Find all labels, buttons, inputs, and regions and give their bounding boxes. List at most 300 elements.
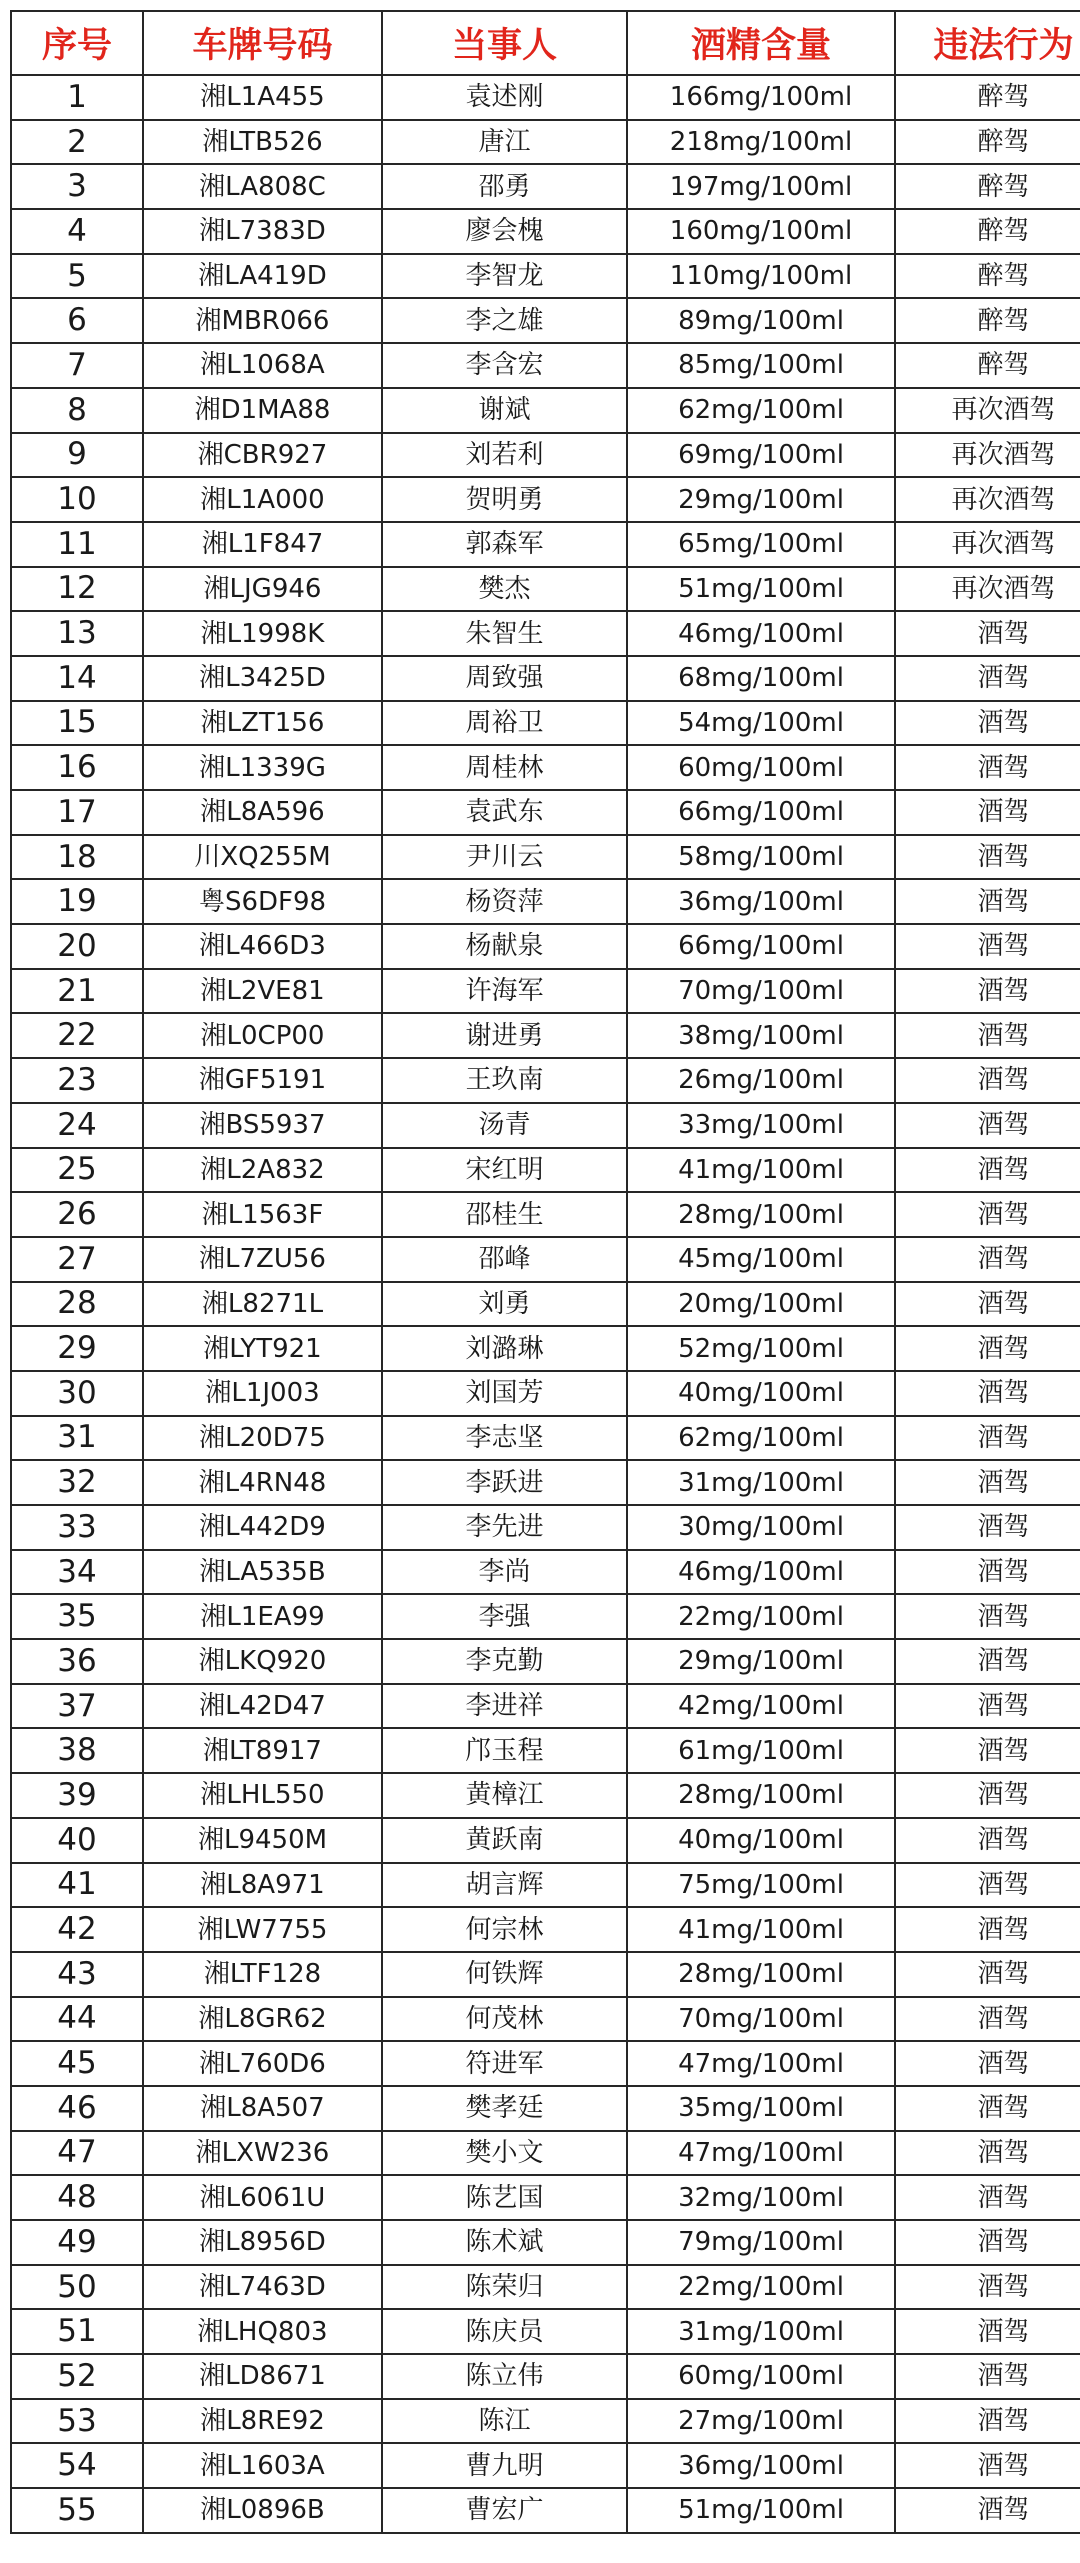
cell-offense: 酒驾: [895, 2131, 1080, 2176]
cell-serial-number: 51: [11, 2309, 143, 2354]
cell-plate-number: 湘LTF128: [143, 1952, 382, 1997]
cell-offense: 再次酒驾: [895, 567, 1080, 612]
cell-plate-number: 湘L0CP00: [143, 1013, 382, 1058]
cell-party: 尹川云: [382, 835, 627, 880]
cell-party: 刘勇: [382, 1282, 627, 1327]
cell-plate-number: 湘L1EA99: [143, 1594, 382, 1639]
cell-plate-number: 湘L8A971: [143, 1863, 382, 1908]
cell-alcohol-content: 47mg/100ml: [627, 2131, 895, 2176]
table-row: [11, 1237, 1080, 1282]
cell-alcohol-content: 45mg/100ml: [627, 1237, 895, 1282]
cell-plate-number: 湘LA419D: [143, 254, 382, 299]
cell-plate-number: 湘MBR066: [143, 298, 382, 343]
cell-offense: 酒驾: [895, 1505, 1080, 1550]
cell-serial-number: 45: [11, 2041, 143, 2086]
cell-alcohol-content: 85mg/100ml: [627, 343, 895, 388]
cell-offense: 酒驾: [895, 2309, 1080, 2354]
cell-offense: 再次酒驾: [895, 522, 1080, 567]
table-row: [11, 522, 1080, 567]
cell-party: 何宗林: [382, 1907, 627, 1952]
cell-party: 刘若利: [382, 433, 627, 478]
cell-plate-number: 湘L7ZU56: [143, 1237, 382, 1282]
cell-serial-number: 54: [11, 2443, 143, 2488]
cell-serial-number: 32: [11, 1460, 143, 1505]
table-row: [11, 2399, 1080, 2444]
cell-party: 李先进: [382, 1505, 627, 1550]
cell-serial-number: 26: [11, 1192, 143, 1237]
table-row: [11, 343, 1080, 388]
cell-alcohol-content: 75mg/100ml: [627, 1863, 895, 1908]
cell-plate-number: 湘L4RN48: [143, 1460, 382, 1505]
cell-party: 陈立伟: [382, 2354, 627, 2399]
violation-table: [10, 10, 1080, 2534]
cell-plate-number: 湘L2A832: [143, 1148, 382, 1193]
table-row: [11, 1728, 1080, 1773]
cell-party: 唐江: [382, 120, 627, 165]
cell-alcohol-content: 40mg/100ml: [627, 1818, 895, 1863]
cell-alcohol-content: 166mg/100ml: [627, 75, 895, 120]
cell-party: 杨献泉: [382, 924, 627, 969]
cell-serial-number: 37: [11, 1684, 143, 1729]
cell-plate-number: 湘LZT156: [143, 701, 382, 746]
cell-offense: 酒驾: [895, 2175, 1080, 2220]
cell-offense: 酒驾: [895, 1863, 1080, 1908]
cell-serial-number: 35: [11, 1594, 143, 1639]
cell-serial-number: 42: [11, 1907, 143, 1952]
cell-alcohol-content: 66mg/100ml: [627, 790, 895, 835]
table-row: [11, 2488, 1080, 2533]
cell-party: 朱智生: [382, 611, 627, 656]
cell-alcohol-content: 70mg/100ml: [627, 969, 895, 1014]
table-row: [11, 745, 1080, 790]
cell-party: 廖会槐: [382, 209, 627, 254]
cell-alcohol-content: 31mg/100ml: [627, 2309, 895, 2354]
table-row: [11, 2265, 1080, 2310]
cell-serial-number: 36: [11, 1639, 143, 1684]
cell-serial-number: 47: [11, 2131, 143, 2176]
table-row: [11, 567, 1080, 612]
table-row: [11, 1997, 1080, 2042]
cell-serial-number: 11: [11, 522, 143, 567]
cell-serial-number: 25: [11, 1148, 143, 1193]
cell-party: 樊小文: [382, 2131, 627, 2176]
cell-alcohol-content: 46mg/100ml: [627, 611, 895, 656]
cell-party: 谢斌: [382, 388, 627, 433]
cell-serial-number: 50: [11, 2265, 143, 2310]
cell-party: 刘潞琳: [382, 1326, 627, 1371]
table-row: [11, 1773, 1080, 1818]
table-body: [11, 75, 1080, 2533]
cell-alcohol-content: 89mg/100ml: [627, 298, 895, 343]
cell-alcohol-content: 218mg/100ml: [627, 120, 895, 165]
cell-alcohol-content: 58mg/100ml: [627, 835, 895, 880]
cell-offense: 酒驾: [895, 1550, 1080, 1595]
cell-offense: 酒驾: [895, 2399, 1080, 2444]
cell-alcohol-content: 22mg/100ml: [627, 1594, 895, 1639]
cell-offense: 酒驾: [895, 924, 1080, 969]
cell-plate-number: 湘L1F847: [143, 522, 382, 567]
cell-serial-number: 39: [11, 1773, 143, 1818]
cell-offense: 醉驾: [895, 120, 1080, 165]
cell-offense: 酒驾: [895, 1058, 1080, 1103]
table-row: [11, 209, 1080, 254]
table-row: [11, 1907, 1080, 1952]
cell-alcohol-content: 36mg/100ml: [627, 879, 895, 924]
cell-party: 李志坚: [382, 1416, 627, 1461]
cell-offense: 酒驾: [895, 1326, 1080, 1371]
cell-alcohol-content: 28mg/100ml: [627, 1773, 895, 1818]
table-row: [11, 1460, 1080, 1505]
cell-alcohol-content: 51mg/100ml: [627, 2488, 895, 2533]
cell-plate-number: 湘D1MA88: [143, 388, 382, 433]
cell-alcohol-content: 54mg/100ml: [627, 701, 895, 746]
cell-plate-number: 湘LTB526: [143, 120, 382, 165]
cell-serial-number: 34: [11, 1550, 143, 1595]
cell-offense: 酒驾: [895, 2265, 1080, 2310]
cell-plate-number: 湘LA535B: [143, 1550, 382, 1595]
header-party: 当事人: [382, 11, 627, 75]
table-row: [11, 1058, 1080, 1103]
cell-offense: 醉驾: [895, 254, 1080, 299]
cell-party: 贺明勇: [382, 477, 627, 522]
cell-plate-number: 湘L9450M: [143, 1818, 382, 1863]
table-row: [11, 298, 1080, 343]
cell-alcohol-content: 35mg/100ml: [627, 2086, 895, 2131]
cell-offense: 酒驾: [895, 969, 1080, 1014]
cell-alcohol-content: 20mg/100ml: [627, 1282, 895, 1327]
cell-party: 袁武东: [382, 790, 627, 835]
cell-offense: 酒驾: [895, 745, 1080, 790]
cell-party: 曹宏广: [382, 2488, 627, 2533]
cell-serial-number: 52: [11, 2354, 143, 2399]
table-row: [11, 2086, 1080, 2131]
cell-offense: 酒驾: [895, 1192, 1080, 1237]
cell-alcohol-content: 70mg/100ml: [627, 1997, 895, 2042]
cell-plate-number: 湘L1998K: [143, 611, 382, 656]
cell-offense: 再次酒驾: [895, 477, 1080, 522]
cell-party: 樊孝廷: [382, 2086, 627, 2131]
cell-offense: 酒驾: [895, 1460, 1080, 1505]
cell-alcohol-content: 32mg/100ml: [627, 2175, 895, 2220]
cell-serial-number: 44: [11, 1997, 143, 2042]
cell-offense: 酒驾: [895, 1728, 1080, 1773]
cell-plate-number: 湘L20D75: [143, 1416, 382, 1461]
cell-offense: 酒驾: [895, 656, 1080, 701]
cell-plate-number: 湘L8A507: [143, 2086, 382, 2131]
cell-serial-number: 46: [11, 2086, 143, 2131]
cell-offense: 酒驾: [895, 2488, 1080, 2533]
table-row: [11, 2443, 1080, 2488]
cell-party: 何茂林: [382, 1997, 627, 2042]
cell-plate-number: 湘LKQ920: [143, 1639, 382, 1684]
cell-plate-number: 湘L8A596: [143, 790, 382, 835]
cell-serial-number: 28: [11, 1282, 143, 1327]
cell-plate-number: 湘LHL550: [143, 1773, 382, 1818]
cell-plate-number: 湘LW7755: [143, 1907, 382, 1952]
table-row: [11, 2131, 1080, 2176]
cell-serial-number: 8: [11, 388, 143, 433]
cell-alcohol-content: 41mg/100ml: [627, 1907, 895, 1952]
cell-offense: 酒驾: [895, 2354, 1080, 2399]
cell-plate-number: 粤S6DF98: [143, 879, 382, 924]
cell-plate-number: 湘L1339G: [143, 745, 382, 790]
cell-alcohol-content: 28mg/100ml: [627, 1192, 895, 1237]
cell-serial-number: 40: [11, 1818, 143, 1863]
cell-party: 周致强: [382, 656, 627, 701]
cell-plate-number: 湘L7383D: [143, 209, 382, 254]
cell-party: 陈艺国: [382, 2175, 627, 2220]
cell-plate-number: 湘L1J003: [143, 1371, 382, 1416]
cell-plate-number: 湘L2VE81: [143, 969, 382, 1014]
table-row: [11, 2309, 1080, 2354]
cell-serial-number: 13: [11, 611, 143, 656]
table-row: [11, 75, 1080, 120]
cell-serial-number: 5: [11, 254, 143, 299]
cell-plate-number: 湘LA808C: [143, 164, 382, 209]
cell-offense: 醉驾: [895, 209, 1080, 254]
cell-serial-number: 31: [11, 1416, 143, 1461]
cell-alcohol-content: 33mg/100ml: [627, 1103, 895, 1148]
cell-serial-number: 3: [11, 164, 143, 209]
cell-party: 胡言辉: [382, 1863, 627, 1908]
table-row: [11, 1818, 1080, 1863]
cell-alcohol-content: 29mg/100ml: [627, 1639, 895, 1684]
cell-plate-number: 湘L1603A: [143, 2443, 382, 2488]
cell-party: 李之雄: [382, 298, 627, 343]
cell-offense: 酒驾: [895, 1594, 1080, 1639]
cell-offense: 酒驾: [895, 1013, 1080, 1058]
cell-alcohol-content: 30mg/100ml: [627, 1505, 895, 1550]
table-row: [11, 879, 1080, 924]
cell-offense: 酒驾: [895, 1148, 1080, 1193]
cell-party: 李强: [382, 1594, 627, 1639]
cell-offense: 醉驾: [895, 75, 1080, 120]
table-row: [11, 1192, 1080, 1237]
cell-alcohol-content: 27mg/100ml: [627, 2399, 895, 2444]
cell-plate-number: 湘GF5191: [143, 1058, 382, 1103]
cell-alcohol-content: 60mg/100ml: [627, 2354, 895, 2399]
cell-serial-number: 12: [11, 567, 143, 612]
table-row: [11, 2175, 1080, 2220]
cell-party: 杨资萍: [382, 879, 627, 924]
cell-plate-number: 湘LYT921: [143, 1326, 382, 1371]
cell-party: 汤青: [382, 1103, 627, 1148]
cell-plate-number: 湘LHQ803: [143, 2309, 382, 2354]
cell-alcohol-content: 68mg/100ml: [627, 656, 895, 701]
cell-party: 袁述刚: [382, 75, 627, 120]
table-row: [11, 1416, 1080, 1461]
cell-party: 周裕卫: [382, 701, 627, 746]
cell-offense: 酒驾: [895, 2041, 1080, 2086]
table-row: [11, 1371, 1080, 1416]
cell-alcohol-content: 41mg/100ml: [627, 1148, 895, 1193]
table-row: [11, 1550, 1080, 1595]
table-row: [11, 1952, 1080, 1997]
cell-plate-number: 湘L8271L: [143, 1282, 382, 1327]
cell-alcohol-content: 69mg/100ml: [627, 433, 895, 478]
cell-offense: 酒驾: [895, 2220, 1080, 2265]
table-row: [11, 1013, 1080, 1058]
cell-offense: 酒驾: [895, 701, 1080, 746]
cell-offense: 酒驾: [895, 1416, 1080, 1461]
table-row: [11, 477, 1080, 522]
cell-serial-number: 33: [11, 1505, 143, 1550]
cell-serial-number: 15: [11, 701, 143, 746]
table-row: [11, 924, 1080, 969]
cell-alcohol-content: 31mg/100ml: [627, 1460, 895, 1505]
cell-party: 邵勇: [382, 164, 627, 209]
cell-party: 刘国芳: [382, 1371, 627, 1416]
cell-serial-number: 18: [11, 835, 143, 880]
cell-plate-number: 湘L8GR62: [143, 1997, 382, 2042]
table-row: [11, 611, 1080, 656]
header-plate-number: 车牌号码: [143, 11, 382, 75]
table-row: [11, 1639, 1080, 1684]
table-row: [11, 790, 1080, 835]
cell-plate-number: 湘L1A000: [143, 477, 382, 522]
cell-offense: 酒驾: [895, 1997, 1080, 2042]
cell-offense: 酒驾: [895, 1773, 1080, 1818]
cell-alcohol-content: 62mg/100ml: [627, 1416, 895, 1461]
header-serial-number: 序号: [11, 11, 143, 75]
cell-serial-number: 10: [11, 477, 143, 522]
cell-party: 谢进勇: [382, 1013, 627, 1058]
cell-plate-number: 湘L6061U: [143, 2175, 382, 2220]
cell-offense: 酒驾: [895, 1103, 1080, 1148]
cell-alcohol-content: 66mg/100ml: [627, 924, 895, 969]
cell-offense: 酒驾: [895, 1818, 1080, 1863]
cell-party: 樊杰: [382, 567, 627, 612]
cell-offense: 酒驾: [895, 1639, 1080, 1684]
table-row: [11, 2354, 1080, 2399]
cell-party: 周桂林: [382, 745, 627, 790]
header-alcohol-content: 酒精含量: [627, 11, 895, 75]
cell-party: 李克勤: [382, 1639, 627, 1684]
cell-serial-number: 19: [11, 879, 143, 924]
cell-serial-number: 38: [11, 1728, 143, 1773]
cell-party: 李跃进: [382, 1460, 627, 1505]
cell-alcohol-content: 52mg/100ml: [627, 1326, 895, 1371]
cell-serial-number: 22: [11, 1013, 143, 1058]
cell-alcohol-content: 51mg/100ml: [627, 567, 895, 612]
cell-plate-number: 湘L3425D: [143, 656, 382, 701]
cell-plate-number: 湘L760D6: [143, 2041, 382, 2086]
cell-plate-number: 湘LJG946: [143, 567, 382, 612]
cell-offense: 酒驾: [895, 879, 1080, 924]
cell-serial-number: 24: [11, 1103, 143, 1148]
cell-serial-number: 53: [11, 2399, 143, 2444]
cell-offense: 再次酒驾: [895, 388, 1080, 433]
cell-offense: 酒驾: [895, 1684, 1080, 1729]
cell-plate-number: 湘L0896B: [143, 2488, 382, 2533]
cell-plate-number: 湘L8956D: [143, 2220, 382, 2265]
cell-serial-number: 23: [11, 1058, 143, 1103]
cell-alcohol-content: 47mg/100ml: [627, 2041, 895, 2086]
cell-serial-number: 14: [11, 656, 143, 701]
table-row: [11, 1326, 1080, 1371]
table-row: [11, 2220, 1080, 2265]
cell-offense: 酒驾: [895, 835, 1080, 880]
cell-plate-number: 湘BS5937: [143, 1103, 382, 1148]
table-row: [11, 433, 1080, 478]
cell-serial-number: 1: [11, 75, 143, 120]
cell-party: 陈江: [382, 2399, 627, 2444]
cell-plate-number: 湘L7463D: [143, 2265, 382, 2310]
cell-party: 陈庆员: [382, 2309, 627, 2354]
cell-serial-number: 55: [11, 2488, 143, 2533]
cell-alcohol-content: 60mg/100ml: [627, 745, 895, 790]
table-row: [11, 388, 1080, 433]
cell-party: 李尚: [382, 1550, 627, 1595]
cell-alcohol-content: 62mg/100ml: [627, 388, 895, 433]
table-row: [11, 164, 1080, 209]
table-row: [11, 1594, 1080, 1639]
cell-party: 李智龙: [382, 254, 627, 299]
cell-alcohol-content: 160mg/100ml: [627, 209, 895, 254]
table-row: [11, 969, 1080, 1014]
table-header-row: [11, 11, 1080, 75]
cell-party: 宋红明: [382, 1148, 627, 1193]
cell-offense: 酒驾: [895, 1237, 1080, 1282]
table-row: [11, 1863, 1080, 1908]
cell-alcohol-content: 38mg/100ml: [627, 1013, 895, 1058]
cell-plate-number: 湘L1A455: [143, 75, 382, 120]
cell-offense: 酒驾: [895, 2086, 1080, 2131]
cell-plate-number: 湘L466D3: [143, 924, 382, 969]
cell-party: 李含宏: [382, 343, 627, 388]
table-row: [11, 701, 1080, 746]
cell-party: 李进祥: [382, 1684, 627, 1729]
cell-offense: 醉驾: [895, 343, 1080, 388]
cell-party: 黄跃南: [382, 1818, 627, 1863]
cell-serial-number: 4: [11, 209, 143, 254]
cell-serial-number: 2: [11, 120, 143, 165]
cell-offense: 酒驾: [895, 611, 1080, 656]
cell-serial-number: 16: [11, 745, 143, 790]
cell-alcohol-content: 46mg/100ml: [627, 1550, 895, 1595]
cell-alcohol-content: 110mg/100ml: [627, 254, 895, 299]
cell-alcohol-content: 42mg/100ml: [627, 1684, 895, 1729]
cell-plate-number: 川XQ255M: [143, 835, 382, 880]
cell-plate-number: 湘CBR927: [143, 433, 382, 478]
cell-offense: 再次酒驾: [895, 433, 1080, 478]
cell-party: 何铁辉: [382, 1952, 627, 1997]
cell-serial-number: 41: [11, 1863, 143, 1908]
cell-party: 郭森军: [382, 522, 627, 567]
cell-offense: 酒驾: [895, 1371, 1080, 1416]
cell-serial-number: 17: [11, 790, 143, 835]
cell-offense: 醉驾: [895, 164, 1080, 209]
cell-serial-number: 48: [11, 2175, 143, 2220]
cell-serial-number: 6: [11, 298, 143, 343]
cell-plate-number: 湘L8RE92: [143, 2399, 382, 2444]
cell-party: 许海军: [382, 969, 627, 1014]
cell-offense: 酒驾: [895, 2443, 1080, 2488]
cell-plate-number: 湘L442D9: [143, 1505, 382, 1550]
cell-offense: 醉驾: [895, 298, 1080, 343]
cell-alcohol-content: 22mg/100ml: [627, 2265, 895, 2310]
cell-party: 王玖南: [382, 1058, 627, 1103]
cell-plate-number: 湘L1068A: [143, 343, 382, 388]
cell-serial-number: 21: [11, 969, 143, 1014]
cell-plate-number: 湘LXW236: [143, 2131, 382, 2176]
cell-alcohol-content: 29mg/100ml: [627, 477, 895, 522]
table-row: [11, 656, 1080, 701]
cell-plate-number: 湘LT8917: [143, 1728, 382, 1773]
cell-party: 曹九明: [382, 2443, 627, 2488]
cell-alcohol-content: 26mg/100ml: [627, 1058, 895, 1103]
cell-plate-number: 湘L42D47: [143, 1684, 382, 1729]
